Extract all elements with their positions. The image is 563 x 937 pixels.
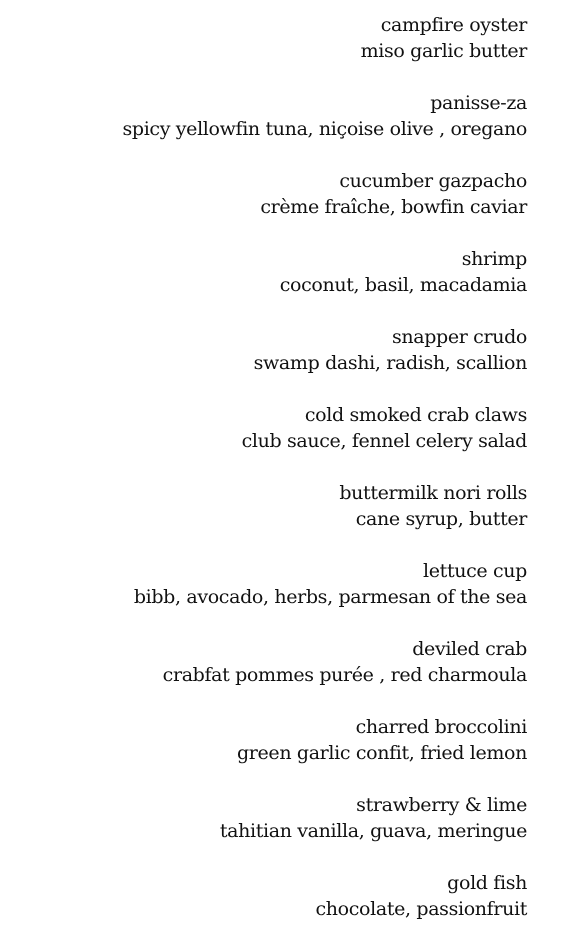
- menu-course: [7, 792, 527, 844]
- dish-description: green garlic confit, fried lemon: [236, 742, 527, 764]
- menu-course: [7, 324, 527, 376]
- dish-description: coconut, basil, macadamia: [279, 274, 527, 296]
- menu-course: [7, 12, 527, 64]
- dish-name: gold fish: [447, 872, 527, 894]
- menu-course: [7, 168, 527, 220]
- dish-description: crème fraîche, bowfin caviar: [260, 196, 527, 218]
- dish-description: miso garlic butter: [360, 40, 527, 62]
- dish-name: shrimp: [461, 248, 527, 270]
- dish-name: panisse-za: [430, 92, 527, 114]
- dish-name: charred broccolini: [355, 716, 527, 738]
- menu-course: [7, 480, 527, 532]
- dish-description: club sauce, fennel celery salad: [241, 430, 527, 452]
- dish-name: deviled crab: [412, 638, 527, 660]
- menu-course: [7, 558, 527, 610]
- menu-course: [7, 870, 527, 922]
- dish-name: buttermilk nori rolls: [339, 482, 527, 504]
- menu-course: [7, 246, 527, 298]
- dish-name: campfire oyster: [380, 14, 527, 36]
- menu-course: [7, 402, 527, 454]
- tasting-menu: [7, 12, 527, 922]
- menu-course: [7, 90, 527, 142]
- dish-description: tahitian vanilla, guava, meringue: [219, 820, 527, 842]
- dish-name: lettuce cup: [423, 560, 527, 582]
- dish-description: swamp dashi, radish, scallion: [253, 352, 527, 374]
- dish-description: spicy yellowfin tuna, niçoise olive , oregano: [122, 118, 527, 140]
- dish-name: cold smoked crab claws: [304, 404, 527, 426]
- dish-name: cucumber gazpacho: [339, 170, 527, 192]
- dish-description: cane syrup, butter: [355, 508, 527, 530]
- menu-course: [7, 714, 527, 766]
- dish-description: crabfat pommes purée , red charmoula: [162, 664, 527, 686]
- menu-course: [7, 636, 527, 688]
- dish-name: strawberry & lime: [356, 794, 527, 816]
- dish-name: snapper crudo: [391, 326, 527, 348]
- dish-description: bibb, avocado, herbs, parmesan of the sea: [133, 586, 527, 608]
- dish-description: chocolate, passionfruit: [315, 898, 527, 920]
